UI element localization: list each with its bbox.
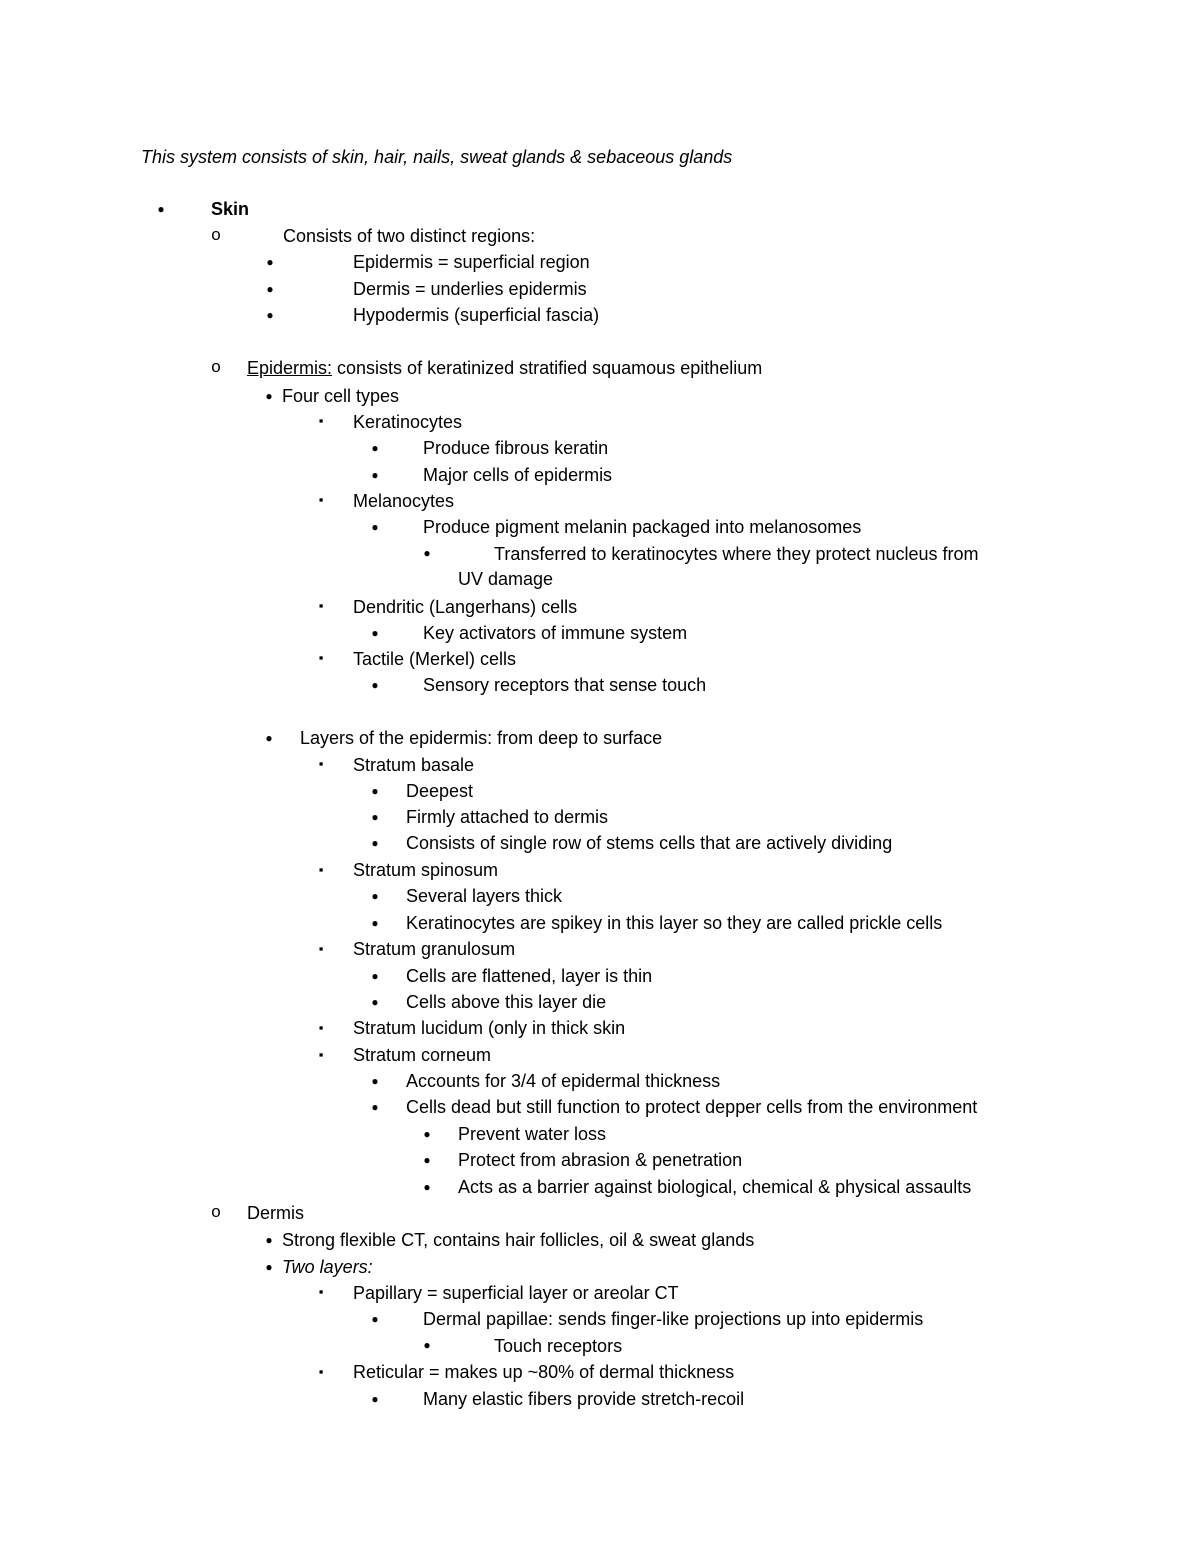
bullet-disc xyxy=(259,302,281,326)
layer-subpoint: Acts as a barrier against biological, chemical & physical assaults xyxy=(458,1177,972,1197)
bullet-disc xyxy=(416,1332,438,1356)
bullet-disc xyxy=(364,435,386,459)
bullet-disc xyxy=(364,778,386,802)
bullet-square xyxy=(310,408,332,432)
cell-type-name: Keratinocytes xyxy=(353,412,463,432)
bullet-circle xyxy=(205,223,227,246)
bullet-square xyxy=(310,751,332,775)
cell-type-point: Key activators of immune system xyxy=(423,623,688,643)
layer-point: Cells dead but still function to protect depper cells from the environment xyxy=(406,1097,978,1117)
bullet-disc xyxy=(258,1254,280,1278)
bullet-disc xyxy=(364,1386,386,1410)
intro-text: This system consists of skin, hair, nails, sweat glands & sebaceous glands xyxy=(141,147,733,167)
layer-point: Accounts for 3/4 of epidermal thickness xyxy=(406,1071,721,1091)
region-item: Epidermis = superficial region xyxy=(353,252,590,272)
layer-subpoint: Protect from abrasion & penetration xyxy=(458,1150,743,1170)
layer-point: Consists of single row of stems cells that are actively dividing xyxy=(406,833,893,853)
bullet-disc xyxy=(364,1068,386,1092)
bullet-disc xyxy=(364,672,386,696)
layer-point: Several layers thick xyxy=(406,886,563,906)
cell-type-subpoint-cont: UV damage xyxy=(458,569,554,589)
layer-subpoint: Prevent water loss xyxy=(458,1124,607,1144)
bullet-disc xyxy=(364,830,386,854)
bullet-disc xyxy=(416,1147,438,1171)
layer-name: Stratum basale xyxy=(353,755,475,775)
epidermis-heading xyxy=(247,357,762,379)
bullet-disc xyxy=(258,383,280,407)
bullet-disc xyxy=(364,963,386,987)
cell-type-point: Major cells of epidermis xyxy=(423,465,613,485)
dermis-layer-subpoint: Touch receptors xyxy=(494,1336,623,1356)
bullet-disc xyxy=(364,620,386,644)
dermis-layer-name: Reticular = makes up ~80% of dermal thickness xyxy=(353,1362,735,1382)
layer-point: Keratinocytes are spikey in this layer so they are called prickle cells xyxy=(406,913,943,933)
region-item: Hypodermis (superficial fascia) xyxy=(353,305,600,325)
cell-type-point: Produce pigment melanin packaged into melanosomes xyxy=(423,517,862,537)
bullet-disc xyxy=(364,883,386,907)
region-item: Dermis = underlies epidermis xyxy=(353,279,587,299)
cell-type-point: Sensory receptors that sense touch xyxy=(423,675,707,695)
bullet-disc xyxy=(258,725,280,749)
regions-intro: Consists of two distinct regions: xyxy=(283,226,536,246)
layer-point: Firmly attached to dermis xyxy=(406,807,609,827)
dermis-layer-point: Many elastic fibers provide stretch-recoil xyxy=(423,1389,745,1409)
bullet-square xyxy=(310,857,332,881)
epidermis-term: Epidermis: xyxy=(247,358,333,378)
epidermis-definition: consists of keratinized stratified squamous epithelium xyxy=(332,358,763,378)
cell-type-name: Dendritic (Langerhans) cells xyxy=(353,597,578,617)
bullet-circle xyxy=(205,355,227,378)
bullet-square xyxy=(310,936,332,960)
dermis-layer-name: Papillary = superficial layer or areolar CT xyxy=(353,1283,679,1303)
layer-point: Cells are flattened, layer is thin xyxy=(406,966,653,986)
dermis-heading: Dermis xyxy=(247,1203,304,1223)
layers-title: Layers of the epidermis: from deep to surface xyxy=(300,728,663,748)
cell-types-title: Four cell types xyxy=(282,386,400,406)
bullet-disc xyxy=(416,540,438,564)
bullet-disc xyxy=(150,196,172,220)
bullet-disc xyxy=(364,1306,386,1330)
bullet-square xyxy=(310,1279,332,1303)
bullet-square xyxy=(310,1015,332,1039)
layer-name: Stratum lucidum (only in thick skin xyxy=(353,1018,626,1038)
bullet-disc xyxy=(259,276,281,300)
layer-name: Stratum granulosum xyxy=(353,939,516,959)
bullet-circle xyxy=(205,1200,227,1223)
cell-type-subpoint: Transferred to keratinocytes where they protect nucleus from xyxy=(494,544,979,564)
cell-type-name: Tactile (Merkel) cells xyxy=(353,649,517,669)
bullet-disc xyxy=(364,804,386,828)
skin-heading: Skin xyxy=(211,199,250,219)
dermis-layer-point: Dermal papillae: sends finger-like projections up into epidermis xyxy=(423,1309,924,1329)
bullet-square xyxy=(310,1042,332,1066)
bullet-disc xyxy=(416,1174,438,1198)
bullet-disc xyxy=(364,910,386,934)
bullet-square xyxy=(310,487,332,511)
bullet-disc xyxy=(364,1094,386,1118)
bullet-square xyxy=(310,645,332,669)
cell-type-point: Produce fibrous keratin xyxy=(423,438,609,458)
bullet-disc xyxy=(416,1121,438,1145)
layer-point: Deepest xyxy=(406,781,474,801)
dermis-layers-title: Two layers: xyxy=(282,1257,373,1277)
bullet-disc xyxy=(364,462,386,486)
bullet-disc xyxy=(364,989,386,1013)
bullet-disc xyxy=(364,514,386,538)
layer-name: Stratum corneum xyxy=(353,1045,492,1065)
bullet-disc xyxy=(258,1227,280,1251)
bullet-square xyxy=(310,593,332,617)
layer-point: Cells above this layer die xyxy=(406,992,607,1012)
bullet-square xyxy=(310,1359,332,1383)
dermis-desc: Strong flexible CT, contains hair follicles, oil & sweat glands xyxy=(282,1230,755,1250)
cell-type-name: Melanocytes xyxy=(353,491,455,511)
bullet-disc xyxy=(259,249,281,273)
layer-name: Stratum spinosum xyxy=(353,860,499,880)
